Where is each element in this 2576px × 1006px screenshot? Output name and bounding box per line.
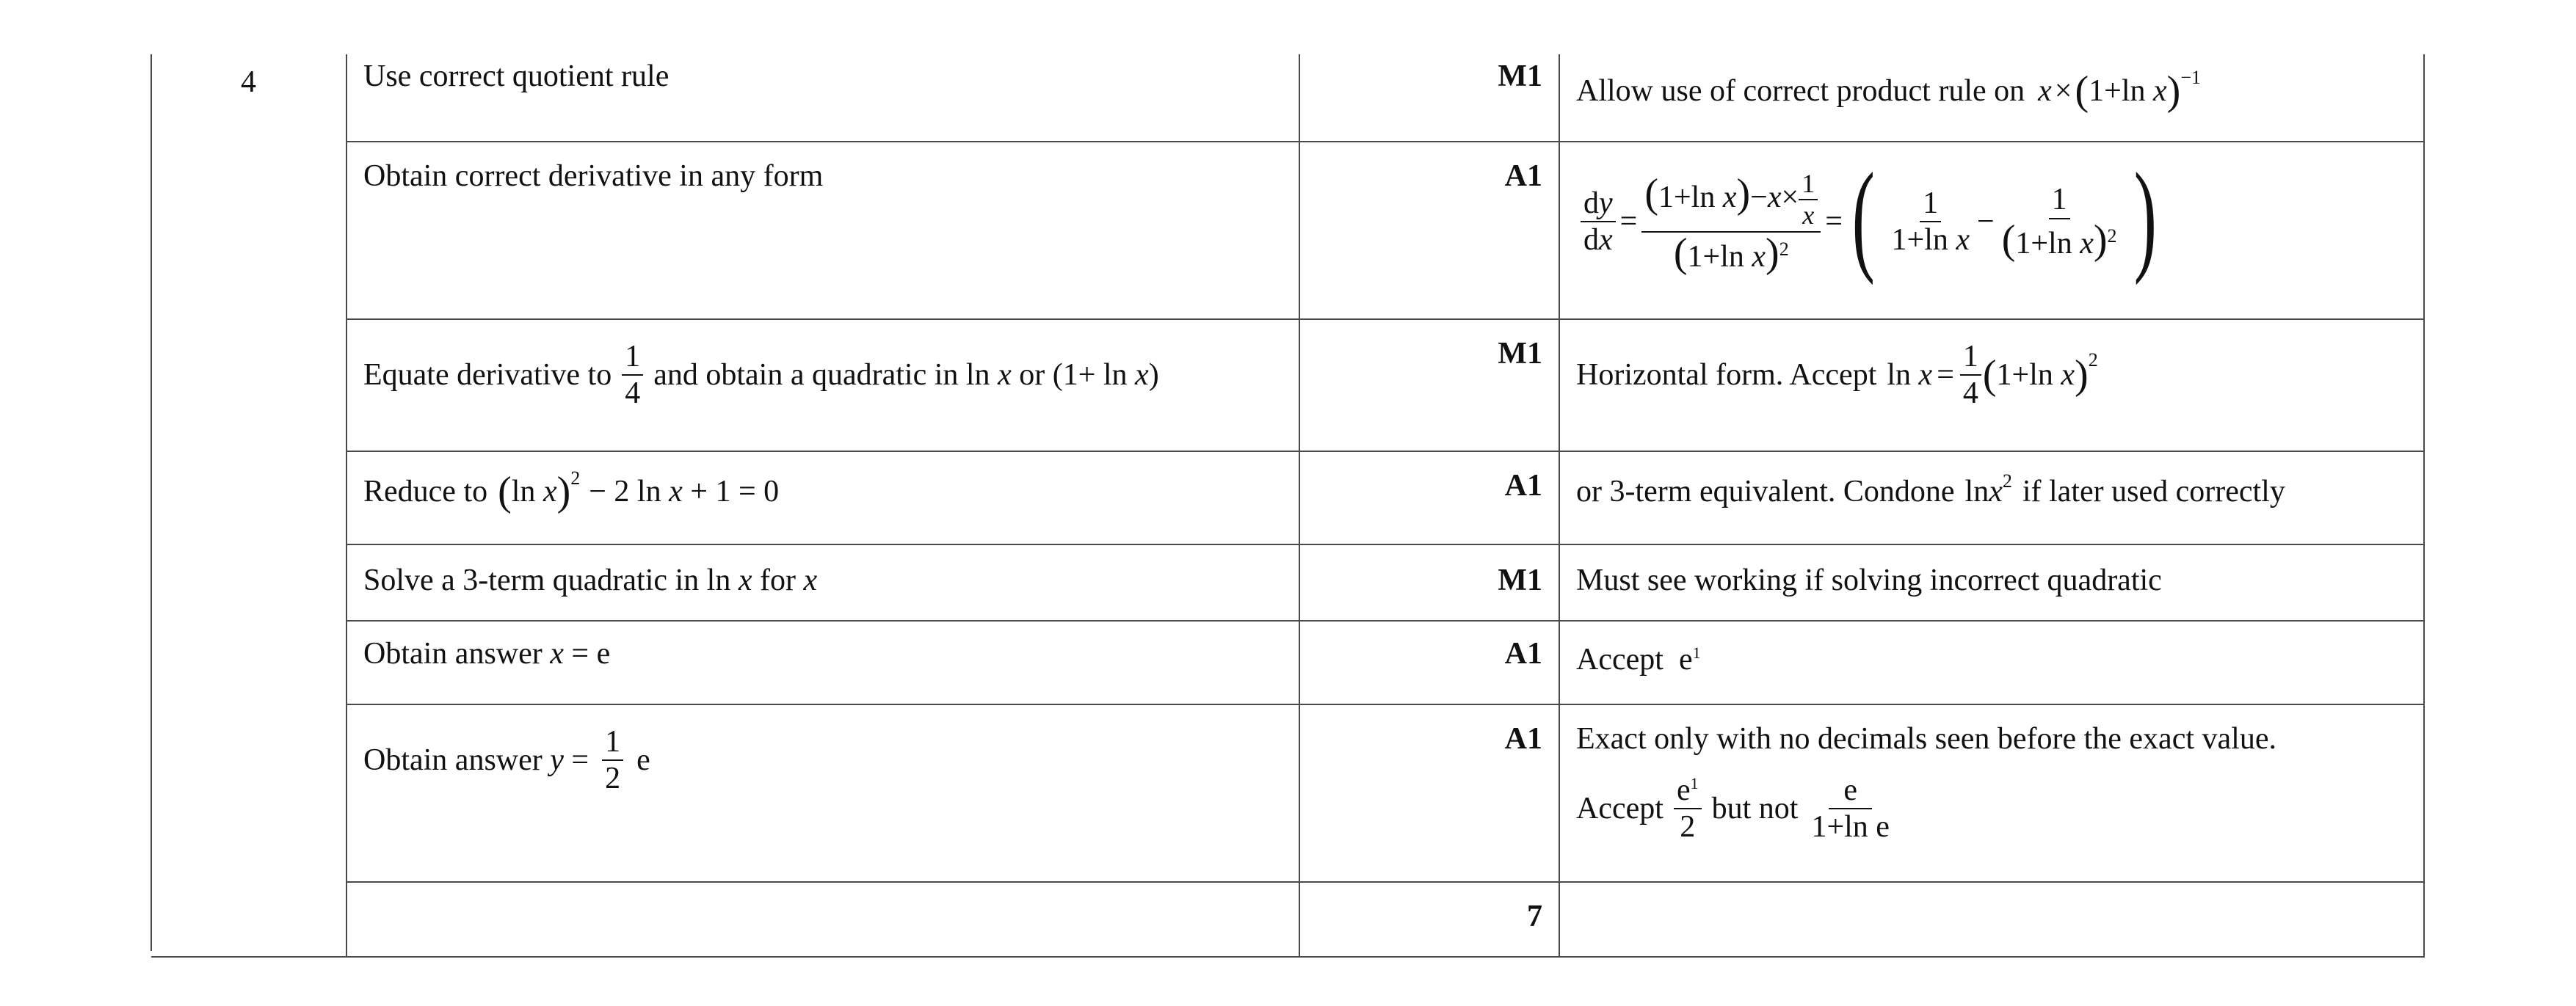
guidance-text: Accept (1576, 792, 1663, 826)
guidance-text: Exact only with no decimals seen before the exact value. (1576, 722, 2276, 756)
answer-text: for (760, 564, 796, 597)
fraction-numerator: 1 (622, 339, 643, 376)
table-row (151, 319, 2424, 451)
answer-text: Reduce to (363, 475, 488, 509)
mark-label: M1 (1498, 59, 1542, 93)
answer-text: Equate derivative to (363, 358, 612, 393)
answer-text: Obtain answer (363, 637, 543, 671)
guidance-cell (1559, 882, 2424, 957)
mark-cell (1299, 451, 1559, 544)
mark-cell (1299, 319, 1559, 451)
mark-label: M1 (1498, 564, 1542, 597)
guidance-text: but not (1711, 792, 1799, 826)
table-row (151, 54, 2424, 142)
mark-cell (1299, 704, 1559, 882)
fraction-denominator: 2 (605, 762, 621, 796)
table-row (151, 621, 2424, 704)
guidance-text: Accept (1576, 643, 1663, 677)
answer-text: or (1+ ln (1019, 358, 1128, 393)
answer-cell: Solve a 3-term quadratic in ln x for x (347, 544, 1299, 621)
answer-cell: Obtain answer x = e (347, 621, 1299, 704)
answer-text: Solve a 3-term quadratic in ln (363, 564, 731, 597)
mark-label: A1 (1504, 637, 1542, 671)
guidance-text: Must see working if solving incorrect quadratic (1576, 564, 2162, 597)
mark-label: A1 (1504, 469, 1542, 503)
answer-cell (347, 54, 1299, 142)
table-row (151, 882, 2424, 957)
total-mark: 7 (1527, 900, 1542, 933)
guidance-cell (1559, 544, 2424, 621)
total-mark-cell (1299, 882, 1559, 957)
answer-cell (347, 142, 1299, 319)
table-row (151, 451, 2424, 544)
question-number-cell (151, 54, 347, 957)
answer-text: Use correct quotient rule (363, 59, 670, 93)
mark-cell (1299, 621, 1559, 704)
fraction-denominator: 4 (625, 376, 641, 411)
answer-cell: Obtain answer y = $\frac{1}{2}$ e (347, 704, 1299, 882)
table-row (151, 544, 2424, 621)
answer-cell: Equate derivative to $\frac{1}{4}$ and obtain a quadratic in ln x or (1+ ln x ) (347, 319, 1299, 451)
mark-label: A1 (1504, 159, 1542, 193)
guidance-cell: Accept $e^1$ (1559, 621, 2424, 704)
table-row (151, 142, 2424, 319)
answer-text: = (571, 743, 589, 778)
fraction-numerator: 1 (602, 724, 623, 761)
guidance-cell: Allow use of correct product rule on x × ( 1+ln x ) −1 (1559, 54, 2424, 142)
answer-text: and obtain a quadratic in ln (653, 358, 990, 393)
guidance-text: Allow use of correct product rule on (1576, 74, 2025, 108)
mark-cell (1299, 54, 1559, 142)
mark-cell (1299, 544, 1559, 621)
answer-text: e (636, 743, 650, 778)
mark-label: M1 (1498, 337, 1542, 371)
guidance-cell: Horizontal form. Accept ln x = $\frac{1}{4}$ ( 1+ln x ) 2 (1559, 319, 2424, 451)
guidance-cell: Exact only with no decimals seen before the exact value. Accept $\frac{e^1}{2}$ but not $\frac{e}{\text{1+ln e}}$ (1559, 704, 2424, 882)
guidance-cell: or 3-term equivalent. Condone lnx 2 if later used correctly (1559, 451, 2424, 544)
answer-text: Obtain correct derivative in any form (363, 159, 824, 193)
answer-text: Obtain answer (363, 743, 543, 778)
guidance-text: or 3-term equivalent. Condone (1576, 475, 1955, 509)
guidance-text: Horizontal form. Accept (1576, 358, 1877, 393)
mark-label: A1 (1504, 722, 1542, 756)
answer-cell (347, 882, 1299, 957)
mark-cell (1299, 142, 1559, 319)
guidance-text: if later used correctly (2022, 475, 2285, 509)
mark-scheme-table (151, 54, 2425, 958)
derivative-expression: $\frac{dy}{dx}$ = (1+ln x)−x× $\frac{1}{x}$ (1+ln x)$^2$ = ( $\frac{1}{\text{1+ln x}}$ − $\frac{1}{(1+\ln x)^2}$ ) (1576, 164, 2166, 279)
answer-cell: Reduce to ( ln x ) 2 − 2 ln x + 1 = 0 (347, 451, 1299, 544)
question-number: 4 (241, 65, 256, 99)
table-row (151, 704, 2424, 882)
answer-text: = e (571, 637, 611, 671)
guidance-cell (1559, 142, 2424, 319)
